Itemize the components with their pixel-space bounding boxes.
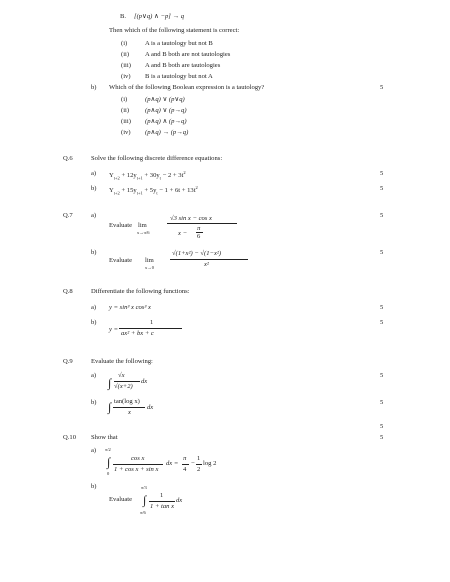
fraction-bar [196, 464, 202, 465]
fraction-bar [149, 501, 175, 502]
option-b-expression: [(p∨q) ∧ −p] → q [134, 13, 185, 20]
marks: 5 [380, 319, 384, 326]
fraction-numerator: 1 [197, 455, 201, 462]
limit-subscript: x→π/6 [137, 230, 150, 235]
fraction-bar [113, 464, 163, 465]
option-number: (iv) [121, 73, 131, 80]
option-number: (iv) [121, 129, 131, 136]
marks: 5 [380, 170, 384, 177]
option-b-label: B. [120, 13, 127, 20]
marks: 5 [380, 84, 384, 91]
option-number: (i) [121, 40, 128, 47]
fraction-denominator: ax² + bx + c [121, 330, 154, 337]
part-label: b) [91, 84, 97, 91]
differential: dx [141, 378, 148, 385]
fraction-denominator: 2 [197, 466, 201, 473]
option-text: A and B both are tautologies [145, 62, 221, 69]
fraction-denominator: 1 + cos x + sin x [114, 466, 159, 473]
part-label: b) [91, 483, 97, 490]
question-text: Show that [91, 434, 118, 441]
question-text: Which of the following Boolean expression is a tautology? [109, 84, 265, 91]
marks: 5 [380, 304, 384, 311]
option-text: B is a tautology but not A [145, 73, 213, 80]
option-text: (p∧q) ∧ (p→q) [145, 118, 187, 125]
minus-sign: − [191, 460, 195, 467]
option-text: A and B both are not tautologies [145, 51, 231, 58]
part-label: a) [91, 212, 97, 219]
integral-sign: ∫ [107, 455, 111, 469]
fraction-numerator: √x [118, 372, 125, 379]
part-label: a) [91, 170, 97, 177]
limit-subscript: x→0 [145, 265, 154, 270]
part-label: b) [91, 249, 97, 256]
pi-symbol: π [197, 225, 201, 232]
part-label: a) [91, 304, 97, 311]
fraction-denominator: x − [178, 230, 188, 237]
limit-operator: lim [145, 257, 154, 264]
marks: 5 [380, 372, 384, 379]
equation: $Y_{t+2} + 12y_{t+1} + 30y_t - 2 + 3t^2$ [109, 170, 186, 181]
fraction-numerator: √(1+x²) − √(1−x²) [172, 250, 222, 257]
part-label: a) [91, 447, 97, 454]
integral-lower-limit: 0 [107, 471, 110, 476]
fraction-numerator: 1 [160, 492, 164, 499]
instruction-text: Then which of the following statement is correct: [109, 27, 240, 34]
integral-sign: ∫ [108, 400, 112, 414]
question-number: Q.7 [63, 212, 73, 219]
question-number: Q.9 [63, 358, 73, 365]
fraction-denominator: 6 [197, 233, 201, 240]
marks: 5 [380, 249, 384, 256]
question-number: Q.6 [63, 155, 73, 162]
fraction-bar [119, 328, 182, 329]
fraction-bar [167, 223, 237, 224]
evaluate-label: Evaluate [109, 257, 133, 264]
differential: dx [147, 404, 154, 411]
fraction-bar [114, 381, 140, 382]
fraction-numerator: 1 [150, 319, 154, 326]
differential-equals: dx = [166, 460, 179, 467]
question-number: Q.10 [63, 434, 77, 441]
part-label: b) [91, 399, 97, 406]
marks: 5 [380, 399, 384, 406]
fraction-bar [182, 464, 189, 465]
marks: 5 [380, 423, 384, 430]
question-number: Q.8 [63, 288, 73, 295]
evaluate-label: Evaluate [109, 222, 133, 229]
integral-upper-limit: π/2 [105, 447, 111, 452]
marks: 5 [380, 434, 384, 441]
option-number: (i) [121, 96, 128, 103]
question-text: Evaluate the following: [91, 358, 153, 365]
part-label: b) [91, 185, 97, 192]
option-text: (p∧q) ∨ (p∨q) [145, 96, 185, 103]
fraction-numerator: tan(log x) [114, 398, 140, 405]
option-number: (iii) [121, 118, 131, 125]
fraction-denominator: √(x+2) [114, 383, 133, 390]
part-label: b) [91, 319, 97, 326]
option-number: (ii) [121, 107, 130, 114]
integral-upper-limit: π/3 [141, 485, 147, 490]
function-expression: y = sin³ x cos³ x [109, 304, 151, 311]
fraction-denominator: x² [204, 261, 209, 268]
marks: 5 [380, 212, 384, 219]
option-text: (p∧q) ∨ (p→q) [145, 107, 187, 114]
fraction-denominator: 4 [183, 466, 187, 473]
marks: 5 [380, 185, 384, 192]
log-term: log 2 [203, 460, 217, 467]
equation: $Y_{t+2} + 15y_{t+1} + 5y_t - 1 + 6t + 13t^2$ [109, 185, 198, 196]
evaluate-label: Evaluate [109, 496, 133, 503]
fraction-bar [113, 407, 145, 408]
integral-lower-limit: π/6 [140, 510, 146, 515]
fraction-numerator: √3 sin x − cos x [170, 215, 212, 222]
fraction-numerator: cos x [131, 455, 145, 462]
part-label: a) [91, 372, 97, 379]
fraction-bar [170, 259, 248, 260]
function-lhs: y = [109, 326, 119, 333]
limit-operator: lim [138, 222, 147, 229]
differential: dx [176, 497, 183, 504]
integral-sign: ∫ [108, 376, 112, 390]
option-text: (p∧q) → (p→q) [145, 129, 189, 136]
pi-symbol: π [183, 455, 187, 462]
question-text: Solve the following discrete difference equations: [91, 155, 223, 162]
option-number: (ii) [121, 51, 130, 58]
fraction-denominator: x [128, 409, 131, 416]
integral-sign: ∫ [143, 493, 147, 507]
option-number: (iii) [121, 62, 131, 69]
question-text: Differentiate the following functions: [91, 288, 190, 295]
fraction-denominator: 1 + tan x [150, 503, 175, 510]
option-text: A is a tautology but not B [145, 40, 213, 47]
